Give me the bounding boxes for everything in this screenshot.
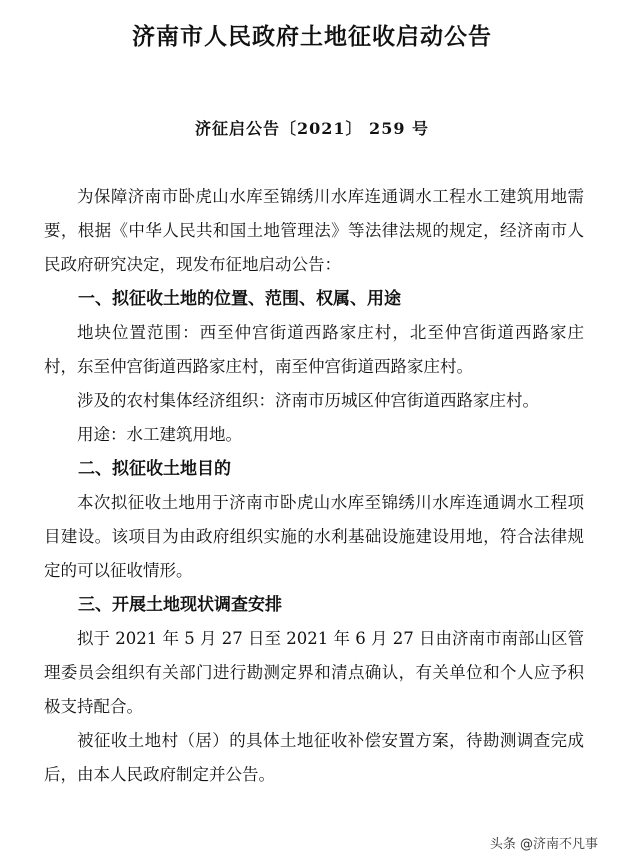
purpose-paragraph: 本次拟征收土地用于济南市卧虎山水库至锦绣川水库连通调水工程项目建设。该项目为由政府组织实施的水利基础设施建设用地，符合法律规定的可以征收情形。 <box>44 493 584 580</box>
document-number: 济征启公告〔2021〕 259 号 <box>194 119 430 138</box>
document-body <box>44 180 584 792</box>
usage-paragraph: 用途：水工建筑用地。 <box>77 425 242 444</box>
section-3-heading: 三、开展土地现状调查安排 <box>78 595 282 615</box>
ownership-paragraph: 涉及的农村集体经济组织：济南市历城区仲宫街道西路家庄村。 <box>77 391 539 410</box>
intro-paragraph: 为保障济南市卧虎山水库至锦绣川水库连通调水工程水工建筑用地需要，根据《中华人民共和国土地管理法》等法律法规的规定，经济南市人民政府研究决定，现发布征地启动公告： <box>44 187 584 274</box>
schedule-paragraph: 拟于 2021 年 5 月 27 日至 2021 年 6 月 27 日由济南市南部山区管理委员会组织有关部门进行勘测定界和清点确认，有关单位和个人应予积极支持配合。 <box>44 629 584 716</box>
watermark: 头条 @济南不凡事 <box>489 837 598 852</box>
compensation-paragraph: 被征收土地村（居）的具体土地征收补偿安置方案，待勘测调查完成后，由本人民政府制定并公告。 <box>44 731 584 784</box>
section-1-heading: 一、拟征收土地的位置、范围、权属、用途 <box>78 289 401 309</box>
page-title: 济南市人民政府土地征收启动公告 <box>132 24 492 50</box>
location-paragraph: 地块位置范围：西至仲宫街道西路家庄村，北至仲宫街道西路家庄村，东至仲宫街道西路家庄村，南至仲宫街道西路家庄村。 <box>44 323 584 376</box>
section-2-heading: 二、拟征收土地目的 <box>78 459 231 479</box>
